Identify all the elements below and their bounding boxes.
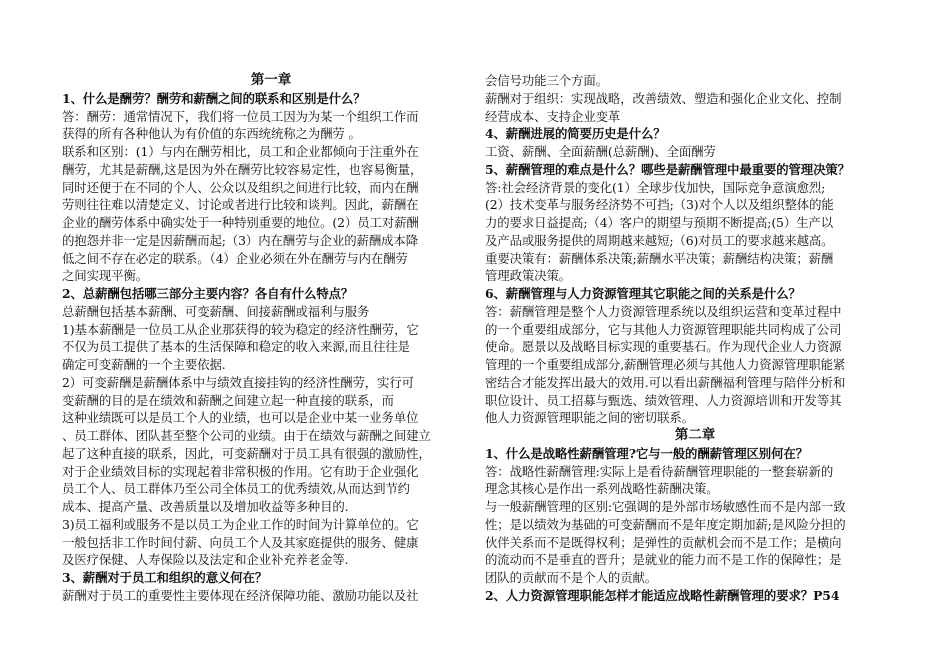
text-line: 变薪酬的目的是在绩效和薪酬之间建立起一种直接的联系，而 [62, 392, 394, 408]
text-line: 管理的一个重要组成部分,薪酬管理必须与其他人力资源管理职能紧 [485, 357, 846, 372]
text-line: 员工个人、员工群体乃至公司全体员工的优秀绩效,从而达到节约 [62, 481, 410, 497]
text-line: 答：薪酬管理是整个人力资源管理系统以及组织运营和变革过程中 [485, 303, 842, 319]
text-line: 与一般薪酬管理的区别:它强调的是外部市场敏感性而不是内部一致 [485, 499, 846, 514]
text-line: 联系和区别：(1）与内在酬劳相比，员工和企业都倾向于注重外在 [62, 144, 419, 159]
question-heading: 1、什么是战略性薪酬管理?它与一般的酬薪管理区别何在？ [485, 445, 808, 461]
text-line: 力的要求日益提高;（4）客户的期望与预期不断提高;(5）生产以 [485, 215, 834, 230]
text-line: 不仅为员工提供了基本的生活保障和稳定的收入来源,而且往往是 [62, 339, 410, 355]
question-heading: 4、薪酬进展的简要历史是什么？ [485, 126, 666, 142]
text-line: 、员工群体、团队甚至整个公司的业绩。由于在绩效与薪酬之间建立 [62, 428, 431, 443]
text-line: 职位设计、员工招募与甄选、绩效管理、人力资源培训和开发等其 [485, 392, 842, 408]
question-heading: 5、薪酬管理的难点是什么？哪些是薪酬管理中最重要的管理决策？ [485, 161, 850, 177]
text-line: 经营成本、支持企业变革 [485, 108, 621, 124]
text-line: 性；是以绩效为基础的可变薪酬而不是年度定期加薪;是风险分担的 [485, 516, 846, 532]
text-line: 及医疗保健、人寿保险以及法定和企业补充养老金等. [62, 552, 349, 568]
text-line: 2）可变薪酬是薪酬体系中与绩效直接挂钩的经济性酬劳，实行可 [62, 374, 414, 390]
text-line: 他人力资源管理职能之间的密切联系。 [485, 410, 694, 426]
chapter-title: 第一章 [250, 72, 292, 88]
text-line: 获得的所有各种他认为有价值的东西统统称之为酬劳 。 [62, 126, 361, 142]
text-line: 一般包括非工作时间付薪、向员工个人及其家庭提供的服务、健康 [62, 534, 419, 550]
text-line: 薪酬对于组织：实现战略，改善绩效、塑造和强化企业文化、控制 [485, 90, 842, 106]
text-line: 使命。愿景以及战略目标实现的重要基石。作为现代企业人力资源 [485, 339, 842, 355]
question-heading: 2、总薪酬包括哪三部分主要内容？各自有什么特点？ [62, 286, 354, 301]
question-heading: 1、什么是酬劳？酬劳和薪酬之间的联系和区别是什么？ [62, 90, 366, 106]
text-line: 确定可变薪酬的一个主要依据. [62, 357, 226, 372]
text-line: 及产品或服务提供的周期越来越短;（6)对员工的要求越来越高。 [485, 232, 834, 248]
question-heading: 6、薪酬管理与人力资源管理其它职能之间的关系是什么？ [485, 286, 801, 301]
text-line: 伙伴关系而不是既得权利；是弹性的贡献机会而不是工作；是横向 [485, 534, 842, 550]
text-line: 的一个重要组成部分，它与其他人力资源管理职能共同构成了公司 [485, 321, 842, 337]
text-line: 3)员工福利或服务不是以员工为企业工作的时间为计算单位的。它 [62, 516, 419, 532]
text-line: 重要决策有：薪酬体系决策;薪酬水平决策；薪酬结构决策；薪酬 [485, 250, 834, 266]
text-line: 的抱怨并非一定是因薪酬而起;（3）内在酬劳与企业的薪酬成本降 [62, 232, 418, 248]
text-line: 总薪酬包括基本薪酬、可变薪酬、间接薪酬或福利与服务 [62, 303, 370, 319]
text-line: 同时还便于在不同的个人、公众以及组织之间进行比较，而内在酬 [62, 179, 419, 195]
text-line: 的流动而不是垂直的晋升；是就业的能力而不是工作的保障性；是 [485, 552, 842, 568]
question-heading: 2、人力资源管理职能怎样才能适应战略性薪酬管理的要求？P54 [485, 587, 840, 603]
text-line: 对于企业绩效目标的实现起着非常积极的作用。它有助于企业强化 [62, 463, 419, 479]
text-line: 薪酬对于员工的重要性主要体现在经济保障功能、激励功能以及社 [62, 587, 419, 603]
text-line: 管理政策决策。 [485, 268, 572, 284]
text-line: 答：酬劳：通常情况下，我们将一位员工因为为某一个组织工作而 [62, 108, 419, 124]
text-line: 会信号功能三个方面。 [485, 73, 608, 88]
text-line: 企业的酬劳体系中确实处于一种特别重要的地位。(2）员工对薪酬 [62, 215, 419, 230]
text-line: 酬劳，尤其是薪酬,这是因为外在酬劳比较容易定性，也容易衡量， [62, 161, 423, 177]
right-column [485, 72, 905, 605]
text-line: 团队的贡献而不是个人的贡献。 [485, 570, 658, 585]
chapter-title: 第二章 [674, 427, 716, 443]
text-line: 工资、薪酬、全面薪酬(总薪酬)、全面酬劳 [485, 144, 716, 159]
text-line: 低之间不存在必定的联系。（4）企业必须在外在酬劳与内在酬劳 [62, 250, 408, 266]
left-column [62, 72, 480, 605]
text-line: (2）技术变革与服务经济势不可挡;（3)对个人以及组织整体的能 [485, 197, 834, 213]
text-line: 起了这种直接的联系，因此，可变薪酬对于员工具有很强的激励性， [62, 445, 431, 461]
text-line: 答：战略性薪酬管理:实际上是看待薪酬管理职能的一整套崭新的 [485, 463, 834, 479]
text-line: 理念其核心是作出一系列战略性薪酬决策。 [485, 481, 719, 497]
text-line: 成本、提高产量、改善质量以及增加收益等多种目的. [62, 499, 349, 514]
text-line: 之间实现平衡。 [62, 268, 149, 284]
question-heading: 3、薪酬对于员工和组织的意义何在？ [62, 570, 268, 585]
text-line: 这种业绩既可以是员工个人的业绩，也可以是企业中某一业务单位 [62, 410, 419, 426]
text-line: 1)基本薪酬是一位员工从企业那获得的较为稳定的经济性酬劳，它 [62, 321, 419, 337]
text-line: 答:社会经济背景的变化(1）全球步伐加快，国际竞争意演愈烈; [485, 179, 826, 195]
text-line: 密结合才能发挥出最大的效用.可以看出薪酬福利管理与陪伴分析和 [485, 374, 846, 390]
text-line: 劳则往往难以清楚定义、讨论或者进行比较和谈判。因此，薪酬在 [62, 197, 419, 213]
